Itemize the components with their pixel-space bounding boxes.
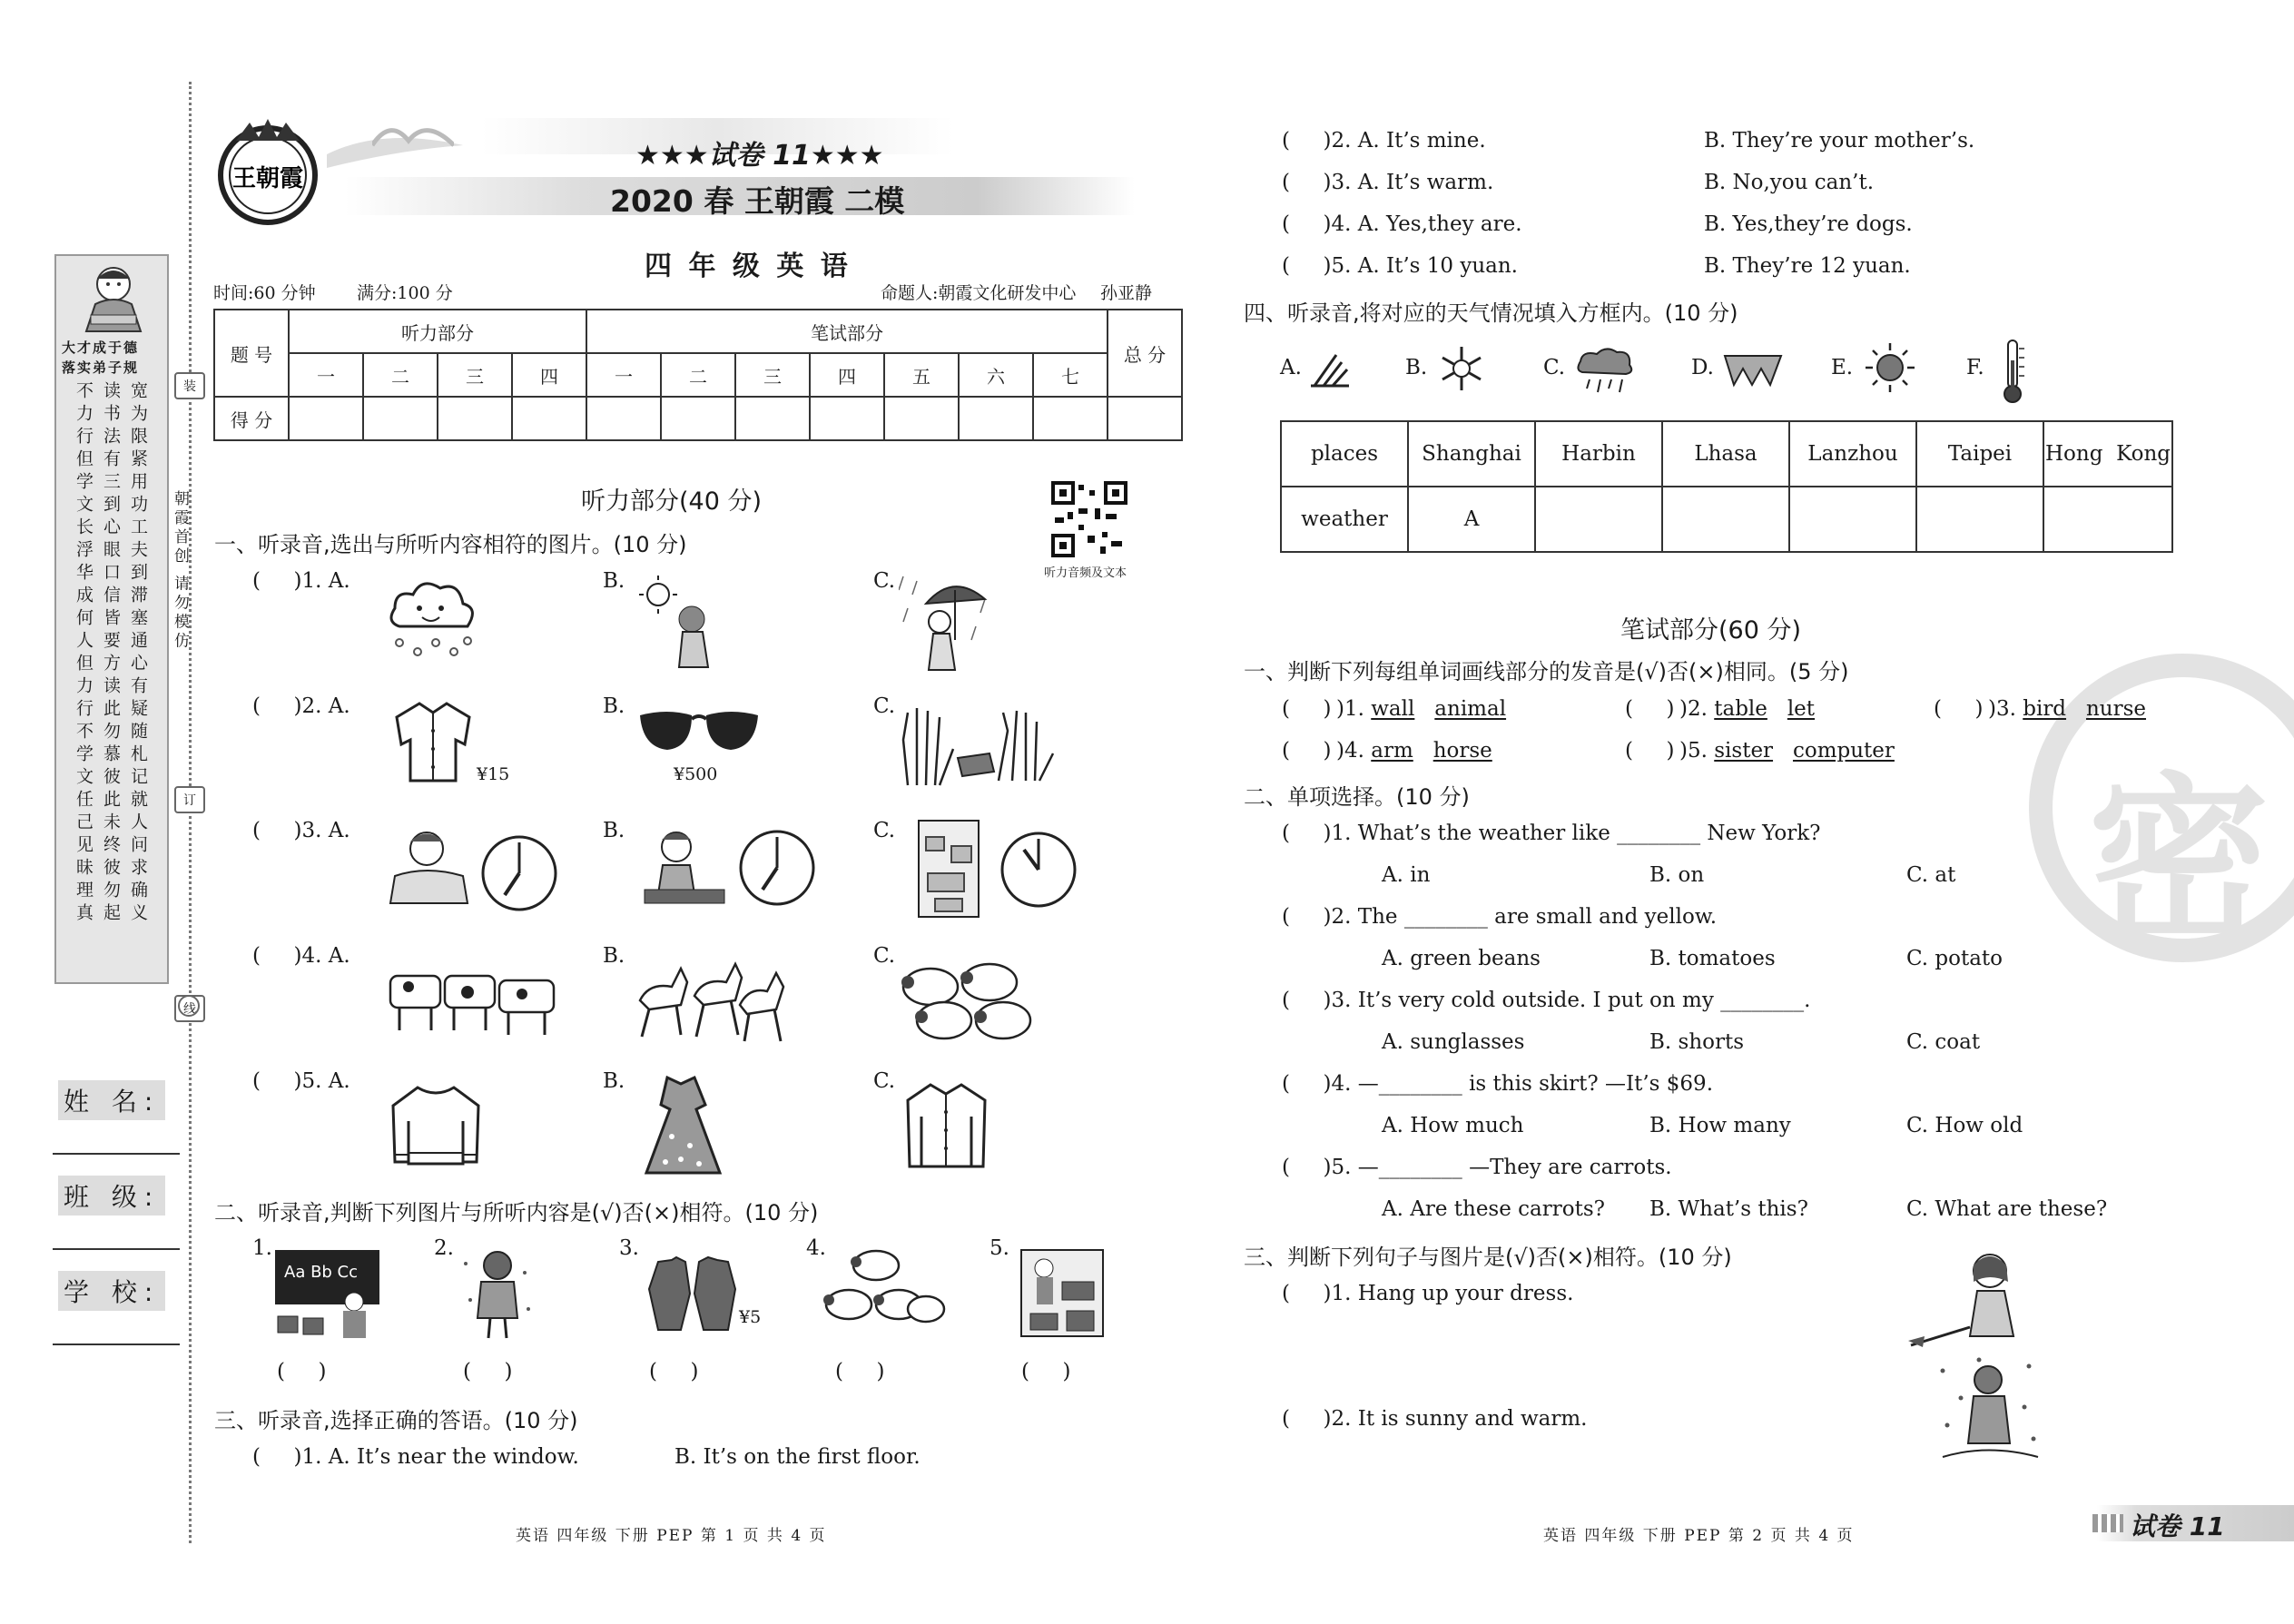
- author-org: 命题人:朝霞文化研发中心: [881, 283, 1077, 303]
- exam-time: 时间:60 分钟: [213, 283, 316, 303]
- col-header: 七: [1033, 353, 1108, 397]
- choice-option[interactable]: C. at: [1906, 863, 1956, 887]
- gloves-picture-icon[interactable]: [645, 1253, 744, 1334]
- places-label: places: [1281, 421, 1408, 487]
- underlined-word: wall: [1371, 697, 1415, 721]
- answer-option: B. It’s on the first floor.: [674, 1445, 921, 1469]
- score-cell[interactable]: [1108, 397, 1182, 440]
- col-header: 四: [810, 353, 884, 397]
- item-number: 1.: [252, 1236, 272, 1260]
- scholar-figure-icon: [73, 259, 154, 336]
- place-cell: Harbin: [1535, 421, 1662, 487]
- part4-title: 四、听录音,将对应的天气情况填入方框内。(10 分): [1244, 300, 1738, 326]
- price-label: ¥15: [477, 764, 510, 784]
- choice-question: ( )3. It’s very cold outside. I put on my ________.: [1282, 989, 1811, 1012]
- girl-sweeping-picture-icon[interactable]: [1906, 1245, 2052, 1350]
- judge-sentence: ( )1. Hang up your dress.: [1282, 1282, 1574, 1305]
- item-number: 2.: [434, 1236, 454, 1260]
- part1-title: 一、听录音,选出与所听内容相符的图片。(10 分): [214, 532, 687, 557]
- choice-option[interactable]: A. in: [1382, 863, 1431, 887]
- score-cell[interactable]: [661, 397, 735, 440]
- option-label: B.: [1405, 356, 1428, 379]
- watermark-seal-glyph: 密: [2088, 757, 2270, 969]
- underlined-word: animal: [1434, 697, 1507, 721]
- option-label: B.: [603, 819, 625, 842]
- class-label: 班 级:: [58, 1176, 165, 1216]
- snow-icon: [1436, 343, 1487, 394]
- answer-blank[interactable]: ( ): [1934, 697, 1984, 721]
- word-pair: )4. arm horse: [1336, 739, 1492, 763]
- answer-option: B. No,you can’t.: [1704, 171, 1875, 194]
- choice-option[interactable]: B. What’s this?: [1649, 1197, 1808, 1221]
- place-cell: Lanzhou: [1789, 421, 1916, 487]
- clock-eleven-icon: [999, 830, 1078, 910]
- option-label: E.: [1831, 356, 1854, 379]
- rain-icon: [1573, 345, 1635, 396]
- score-cell[interactable]: [363, 397, 438, 440]
- option-label: B.: [603, 569, 625, 593]
- weather-answer-cell[interactable]: [2043, 487, 2172, 552]
- author-name: 孙亚静: [1100, 283, 1153, 303]
- option-label: A.: [1280, 356, 1302, 379]
- choice-question: ( )1. What’s the weather like ________ New York?: [1282, 822, 1821, 845]
- question-number: ( )5. A.: [252, 1069, 350, 1093]
- judge-blank[interactable]: ( ): [835, 1360, 885, 1383]
- cows-picture-icon[interactable]: [386, 958, 567, 1039]
- place-cell: Taipei: [1916, 421, 2043, 487]
- choice-question: ( )2. The ________ are small and yellow.: [1282, 905, 1718, 929]
- answer-option: ( )2. A. It’s mine.: [1282, 129, 1486, 153]
- choice-option[interactable]: A. green beans: [1382, 947, 1541, 970]
- underlined-word: let: [1787, 697, 1816, 721]
- weather-table: [1280, 420, 2173, 553]
- horses-picture-icon[interactable]: [631, 955, 794, 1046]
- option-label: D.: [1691, 356, 1714, 379]
- word-pair: )3. bird nurse: [1988, 697, 2147, 721]
- weather-answer-cell[interactable]: [1535, 487, 1662, 552]
- score-cell[interactable]: [884, 397, 959, 440]
- hands-gloves-picture-icon[interactable]: [890, 704, 1062, 790]
- name-label: 姓 名:: [58, 1080, 165, 1120]
- page-footer: 英语 四年级 下册 PEP 第 2 页 共 4 页: [1543, 1527, 1855, 1545]
- paper-title: 2020 春 王朝霞 二模: [610, 183, 905, 219]
- option-label: C.: [1543, 356, 1566, 379]
- col-header: 二: [661, 353, 735, 397]
- option-label: B.: [603, 694, 625, 718]
- choice-option[interactable]: B. tomatoes: [1649, 947, 1776, 970]
- choice-option[interactable]: B. shorts: [1649, 1030, 1745, 1054]
- answer-blank[interactable]: ( ): [1625, 739, 1675, 763]
- answer-option: B. They’re 12 yuan.: [1704, 254, 1911, 278]
- writing-header: 笔试部分: [586, 310, 1108, 353]
- choice-option[interactable]: C. coat: [1906, 1030, 1981, 1054]
- choice-option[interactable]: B. on: [1649, 863, 1705, 887]
- weather-answer-cell[interactable]: [1916, 487, 2043, 552]
- choice-option[interactable]: B. How many: [1649, 1114, 1791, 1137]
- school-line[interactable]: [53, 1343, 180, 1345]
- sun-icon: [1864, 341, 1916, 394]
- weather-answer-cell[interactable]: A: [1408, 487, 1535, 552]
- boy-breakfast-picture-icon[interactable]: [640, 822, 726, 908]
- col-header: 三: [438, 353, 512, 397]
- price-label: ¥5: [739, 1307, 762, 1327]
- shirt-picture-icon[interactable]: [392, 699, 474, 785]
- part2-title: 二、听录音,判断下列图片与所听内容是(√)否(×)相符。(10 分): [214, 1200, 819, 1225]
- answer-option: ( )1. A. It’s near the window.: [252, 1445, 579, 1469]
- coat-picture-icon[interactable]: [903, 1080, 989, 1171]
- col-header: 五: [884, 353, 959, 397]
- score-cell[interactable]: [586, 397, 661, 440]
- question-number: ( )1. A.: [252, 569, 350, 593]
- full-score: 满分:100 分: [357, 283, 453, 303]
- motto-column: 不力行但学文长浮华成何人但力行不学文任己见昧理真: [74, 381, 94, 926]
- slogan-line: 大才成于德: [62, 340, 140, 356]
- item-number: 5.: [989, 1236, 1009, 1260]
- paper-badge-right: 试卷 11: [2130, 1511, 2225, 1541]
- clock-seven-icon: [737, 828, 817, 908]
- underlined-word: bird: [2023, 697, 2067, 721]
- place-cell: Hong Kong: [2043, 421, 2172, 487]
- option-label: C.: [873, 944, 896, 968]
- underlined-word: nurse: [2085, 697, 2147, 721]
- boy-waking-picture-icon[interactable]: [386, 822, 472, 908]
- col-header: 二: [363, 353, 438, 397]
- judge-sentence: ( )2. It is sunny and warm.: [1282, 1407, 1588, 1431]
- question-number: ( )2. A.: [252, 694, 350, 718]
- price-label: ¥500: [674, 764, 718, 784]
- listening-title: 听力部分(40 分): [581, 487, 763, 516]
- binding-hole-icon: [178, 995, 200, 1017]
- logo-text: 王朝霞: [231, 165, 304, 192]
- col-header: 一: [586, 353, 661, 397]
- sheep-picture-icon[interactable]: [899, 955, 1035, 1046]
- place-cell: Lhasa: [1662, 421, 1789, 487]
- score-cell[interactable]: [289, 397, 363, 440]
- wind-icon: [1307, 349, 1353, 390]
- sunglasses-picture-icon[interactable]: [635, 706, 763, 756]
- weather-answer-cell[interactable]: [1789, 487, 1916, 552]
- paper-badge: ★★★试卷 11★★★: [635, 140, 884, 172]
- option-label: C.: [873, 694, 896, 718]
- choice-option[interactable]: A. Are these carrots?: [1382, 1197, 1605, 1221]
- brand-logo-icon: [209, 113, 327, 231]
- classroom-picture-icon[interactable]: [917, 819, 980, 919]
- word-pair: )5. sister computer: [1679, 739, 1895, 763]
- question-number: ( )4. A.: [252, 944, 350, 968]
- cloud-picture-icon[interactable]: [381, 572, 481, 663]
- snowy-person-picture-icon[interactable]: [1934, 1353, 2043, 1462]
- answer-option: B. Yes,they’re dogs.: [1704, 212, 1913, 236]
- judge-blank[interactable]: ( ): [1021, 1360, 1071, 1383]
- badge-stripes: [2092, 1514, 2123, 1532]
- rain-umbrella-picture-icon[interactable]: [899, 572, 989, 672]
- item-number: 3.: [619, 1236, 639, 1260]
- col-header: 一: [289, 353, 363, 397]
- dress-picture-icon[interactable]: [640, 1073, 726, 1177]
- choice-option[interactable]: C. What are these?: [1906, 1197, 2108, 1221]
- total-header: 总 分: [1108, 310, 1182, 397]
- col-header: 六: [959, 353, 1033, 397]
- sweater-picture-icon[interactable]: [386, 1080, 486, 1171]
- weather-answer-cell[interactable]: [1662, 487, 1789, 552]
- answer-option: ( )5. A. It’s 10 yuan.: [1282, 254, 1518, 278]
- name-line[interactable]: [53, 1153, 180, 1155]
- weather-label: weather: [1281, 487, 1408, 552]
- thermometer-icon: [1997, 338, 2030, 405]
- option-label: C.: [873, 1069, 896, 1093]
- col-header: 三: [735, 353, 810, 397]
- qr-caption: 听力音频及文本: [1044, 566, 1127, 580]
- score-cell[interactable]: [438, 397, 512, 440]
- listening-header: 听力部分: [289, 310, 586, 353]
- underlined-word: table: [1714, 697, 1767, 721]
- cold-person-picture-icon[interactable]: [461, 1245, 534, 1341]
- score-table: [213, 309, 1183, 441]
- slogan-line: 落实弟子规: [62, 359, 140, 376]
- judge-blank[interactable]: ( ): [649, 1360, 699, 1383]
- option-label: F.: [1966, 356, 1984, 379]
- vertical-note: 朝霞首创 请勿模仿: [171, 490, 189, 652]
- clock-seven-icon: [479, 833, 559, 913]
- col-header: 四: [512, 353, 586, 397]
- option-label: B.: [603, 944, 625, 968]
- score-cell[interactable]: [810, 397, 884, 440]
- score-cell[interactable]: [735, 397, 810, 440]
- option-label: B.: [603, 1069, 625, 1093]
- word-pair: )1. wall animal: [1336, 697, 1507, 721]
- motto-columns: [62, 381, 160, 962]
- choice-option[interactable]: C. potato: [1906, 947, 2004, 970]
- underlined-word: horse: [1433, 739, 1492, 763]
- judge-blank[interactable]: ( ): [463, 1360, 513, 1383]
- motto-column: 读书法有三到心眼口信皆要方读此勿慕彼此未终彼勿起: [101, 381, 121, 926]
- score-cell[interactable]: [959, 397, 1033, 440]
- cloudy-icon: [1723, 352, 1783, 389]
- choice-question: ( )4. —________ is this skirt? —It’s $69.: [1282, 1072, 1714, 1096]
- part3-title: 三、听录音,选择正确的答语。(10 分): [214, 1408, 578, 1433]
- underlined-word: arm: [1371, 739, 1413, 763]
- choice-option[interactable]: A. How much: [1382, 1114, 1524, 1137]
- judge-blank[interactable]: ( ): [277, 1360, 327, 1383]
- underlined-word: computer: [1792, 739, 1895, 763]
- answer-blank[interactable]: ( ): [1625, 697, 1675, 721]
- writing-part1-title: 一、判断下列每组单词画线部分的发音是(√)否(×)相同。(5 分): [1244, 659, 1849, 684]
- answer-blank[interactable]: ( ): [1282, 697, 1332, 721]
- choice-option[interactable]: C. How old: [1906, 1114, 2023, 1137]
- place-cell: Shanghai: [1408, 421, 1535, 487]
- answer-option: ( )4. A. Yes,they are.: [1282, 212, 1522, 236]
- qr-code-icon[interactable]: [1051, 481, 1127, 557]
- score-cell[interactable]: [512, 397, 586, 440]
- answer-option: B. They’re your mother’s.: [1704, 129, 1975, 153]
- farm-scene-picture-icon[interactable]: [1017, 1245, 1108, 1341]
- choice-option[interactable]: A. sunglasses: [1382, 1030, 1525, 1054]
- writing-title: 笔试部分(60 分): [1620, 616, 1802, 645]
- binding-mark: 订: [174, 786, 205, 813]
- choice-question: ( )5. —________ —They are carrots.: [1282, 1156, 1672, 1179]
- binding-mark: 装: [174, 372, 205, 399]
- item-number: 4.: [806, 1236, 826, 1260]
- binding-mark: 线: [174, 995, 205, 1022]
- school-label: 学 校:: [58, 1271, 165, 1311]
- page-footer: 英语 四年级 下册 PEP 第 1 页 共 4 页: [516, 1527, 827, 1545]
- sunny-girl-picture-icon[interactable]: [635, 572, 726, 672]
- ribbon-bow-icon: [372, 118, 454, 163]
- option-label: C.: [873, 819, 896, 842]
- answer-option: ( )3. A. It’s warm.: [1282, 171, 1494, 194]
- row-label: 得 分: [214, 397, 289, 440]
- underlined-word: sister: [1714, 739, 1774, 763]
- sheep-picture-icon[interactable]: [822, 1245, 949, 1336]
- classroom-teacher-picture-icon[interactable]: [271, 1245, 384, 1341]
- writing-part2-title: 二、单项选择。(10 分): [1244, 784, 1470, 810]
- class-line[interactable]: [53, 1248, 180, 1250]
- writing-part3-title: 三、判断下列句子与图片是(√)否(×)相符。(10 分): [1244, 1245, 1732, 1270]
- word-pair: )2. table let: [1679, 697, 1816, 721]
- option-label: C.: [873, 569, 896, 593]
- question-number: ( )3. A.: [252, 819, 350, 842]
- motto-column: 宽为限紧用功工夫到滞塞通心有疑随札记就人问求确义: [128, 381, 148, 926]
- svg-text:Aa Bb Cc: Aa Bb Cc: [284, 1263, 359, 1282]
- answer-blank[interactable]: ( ): [1282, 739, 1332, 763]
- subject-title: 四 年 级 英 语: [645, 251, 852, 282]
- score-cell[interactable]: [1033, 397, 1108, 440]
- row-label: 题 号: [214, 310, 289, 397]
